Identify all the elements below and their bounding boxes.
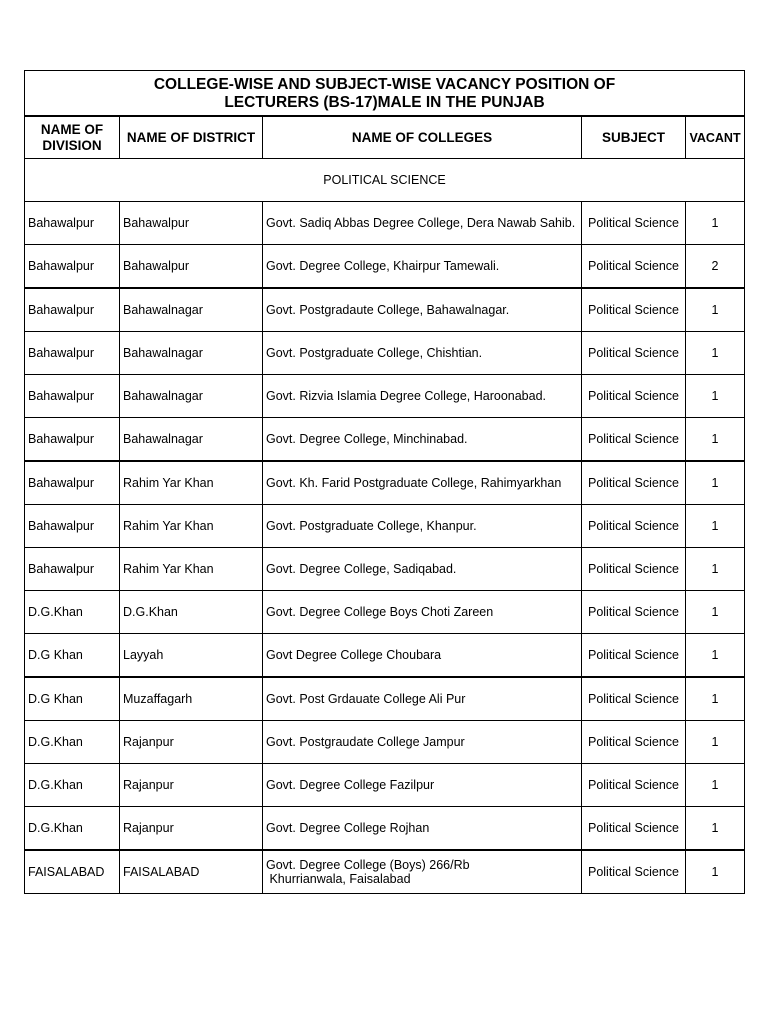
college-name-line: Govt. Degree College, Sadiqabad.: [266, 562, 457, 576]
college-name-line: Govt. Sadiq Abbas Degree College, Dera Nawab Sahib.: [266, 216, 576, 230]
table-row: [25, 245, 745, 289]
cell-college: [263, 288, 582, 332]
cell-district: FAISALABAD: [120, 850, 263, 894]
college-name-line: Govt. Postgraduate College, Chishtian.: [266, 346, 483, 360]
college-name-line: Govt. Postgraduate College, Khanpur.: [266, 519, 477, 533]
cell-vacant: 1: [686, 807, 745, 851]
cell-subject: Political Science: [582, 245, 686, 289]
cell-subject: Political Science: [582, 375, 686, 418]
cell-division: Bahawalpur: [25, 548, 120, 591]
cell-college: [263, 634, 582, 678]
table-row: [25, 505, 745, 548]
cell-division: D.G Khan: [25, 677, 120, 721]
cell-district: Bahawalpur: [120, 202, 263, 245]
table-row: [25, 548, 745, 591]
cell-vacant: 1: [686, 461, 745, 505]
cell-subject: Political Science: [582, 288, 686, 332]
cell-division: D.G.Khan: [25, 807, 120, 851]
cell-college: [263, 807, 582, 851]
cell-vacant: 1: [686, 764, 745, 807]
table-row: [25, 332, 745, 375]
cell-district: Rajanpur: [120, 764, 263, 807]
college-name-line: Khurrianwala, Faisalabad: [266, 872, 411, 886]
college-name-line: Govt. Kh. Farid Postgraduate College, Rahimyarkhan: [266, 476, 562, 490]
cell-college: [263, 202, 582, 245]
header-district: NAME OF DISTRICT: [120, 116, 263, 159]
cell-district: Rahim Yar Khan: [120, 505, 263, 548]
cell-college: [263, 764, 582, 807]
college-name-line: Govt Degree College Choubara: [266, 648, 442, 662]
cell-vacant: 1: [686, 332, 745, 375]
cell-subject: Political Science: [582, 591, 686, 634]
cell-college: [263, 505, 582, 548]
cell-subject: Political Science: [582, 548, 686, 591]
table-row: [25, 461, 745, 505]
cell-district: Rahim Yar Khan: [120, 548, 263, 591]
college-name-line: Govt. Postgradaute College, Bahawalnagar.: [266, 303, 510, 317]
cell-division: D.G.Khan: [25, 764, 120, 807]
cell-vacant: 2: [686, 245, 745, 289]
title-line-1: COLLEGE-WISE AND SUBJECT-WISE VACANCY POSITION OF: [153, 76, 616, 93]
cell-district: D.G.Khan: [120, 591, 263, 634]
header-division: [25, 116, 120, 159]
cell-subject: Political Science: [582, 418, 686, 462]
cell-vacant: 1: [686, 548, 745, 591]
table-row: [25, 375, 745, 418]
cell-vacant: 1: [686, 418, 745, 462]
title-row: [25, 71, 745, 117]
header-division-line-2: DIVISION: [42, 137, 102, 153]
college-name-line: Govt. Degree College, Khairpur Tamewali.: [266, 259, 500, 273]
college-name-line: Govt. Rizvia Islamia Degree College, Haroonabad.: [266, 389, 546, 403]
table-row: [25, 764, 745, 807]
cell-subject: Political Science: [582, 807, 686, 851]
cell-vacant: 1: [686, 288, 745, 332]
cell-division: Bahawalpur: [25, 418, 120, 462]
college-name-line: Govt. Degree College Fazilpur: [266, 778, 435, 792]
cell-college: [263, 548, 582, 591]
cell-college: [263, 245, 582, 289]
cell-division: Bahawalpur: [25, 461, 120, 505]
cell-district: Muzaffagarh: [120, 677, 263, 721]
college-name-line: Govt. Degree College, Minchinabad.: [266, 432, 468, 446]
cell-division: Bahawalpur: [25, 505, 120, 548]
section-row: [25, 159, 745, 202]
cell-district: Layyah: [120, 634, 263, 678]
college-name-line: Govt. Degree College Boys Choti Zareen: [266, 605, 494, 619]
cell-vacant: 1: [686, 202, 745, 245]
section-label: POLITICAL SCIENCE: [25, 159, 745, 202]
cell-subject: Political Science: [582, 461, 686, 505]
table-row: [25, 591, 745, 634]
cell-division: D.G.Khan: [25, 591, 120, 634]
cell-college: [263, 418, 582, 462]
cell-subject: Political Science: [582, 505, 686, 548]
cell-district: Bahawalnagar: [120, 288, 263, 332]
college-name-line: Govt. Postgraudate College Jampur: [266, 735, 465, 749]
cell-college: [263, 677, 582, 721]
cell-division: Bahawalpur: [25, 245, 120, 289]
title-line-2: LECTURERS (BS-17)MALE IN THE PUNJAB: [224, 94, 545, 111]
cell-college: [263, 461, 582, 505]
cell-division: Bahawalpur: [25, 332, 120, 375]
header-division-line-1: NAME OF: [40, 121, 104, 137]
header-row: [25, 116, 745, 159]
cell-district: Bahawalnagar: [120, 418, 263, 462]
cell-division: Bahawalpur: [25, 202, 120, 245]
table-row: [25, 418, 745, 462]
table-row: [25, 288, 745, 332]
cell-college: [263, 591, 582, 634]
cell-subject: Political Science: [582, 332, 686, 375]
cell-subject: Political Science: [582, 721, 686, 764]
header-subject: SUBJECT: [582, 116, 686, 159]
cell-district: Bahawalnagar: [120, 375, 263, 418]
cell-district: Bahawalpur: [120, 245, 263, 289]
cell-vacant: 1: [686, 375, 745, 418]
cell-subject: Political Science: [582, 850, 686, 894]
cell-division: Bahawalpur: [25, 375, 120, 418]
cell-division: Bahawalpur: [25, 288, 120, 332]
cell-vacant: 1: [686, 721, 745, 764]
cell-district: Rahim Yar Khan: [120, 461, 263, 505]
cell-college: [263, 850, 582, 894]
cell-vacant: 1: [686, 677, 745, 721]
cell-subject: Political Science: [582, 202, 686, 245]
cell-district: Rajanpur: [120, 721, 263, 764]
cell-college: [263, 721, 582, 764]
cell-subject: Political Science: [582, 764, 686, 807]
header-colleges: NAME OF COLLEGES: [263, 116, 582, 159]
table-row: [25, 677, 745, 721]
cell-subject: Political Science: [582, 677, 686, 721]
cell-division: D.G Khan: [25, 634, 120, 678]
table-row: [25, 721, 745, 764]
vacancy-table: [24, 70, 745, 894]
cell-district: Rajanpur: [120, 807, 263, 851]
cell-division: FAISALABAD: [25, 850, 120, 894]
college-name-line: Govt. Degree College (Boys) 266/Rb: [266, 858, 470, 872]
cell-division: D.G.Khan: [25, 721, 120, 764]
document-title: [25, 71, 745, 117]
table-row: [25, 202, 745, 245]
cell-vacant: 1: [686, 591, 745, 634]
table-row: [25, 850, 745, 894]
table-row: [25, 634, 745, 678]
college-name-line: Govt. Degree College Rojhan: [266, 821, 430, 835]
cell-subject: Political Science: [582, 634, 686, 678]
college-name-line: Govt. Post Grdauate College Ali Pur: [266, 692, 466, 706]
cell-vacant: 1: [686, 850, 745, 894]
cell-college: [263, 375, 582, 418]
table-row: [25, 807, 745, 851]
cell-college: [263, 332, 582, 375]
cell-vacant: 1: [686, 505, 745, 548]
cell-vacant: 1: [686, 634, 745, 678]
vacancy-sheet: [24, 70, 744, 894]
cell-district: Bahawalnagar: [120, 332, 263, 375]
header-vacant: VACANT: [686, 116, 745, 159]
